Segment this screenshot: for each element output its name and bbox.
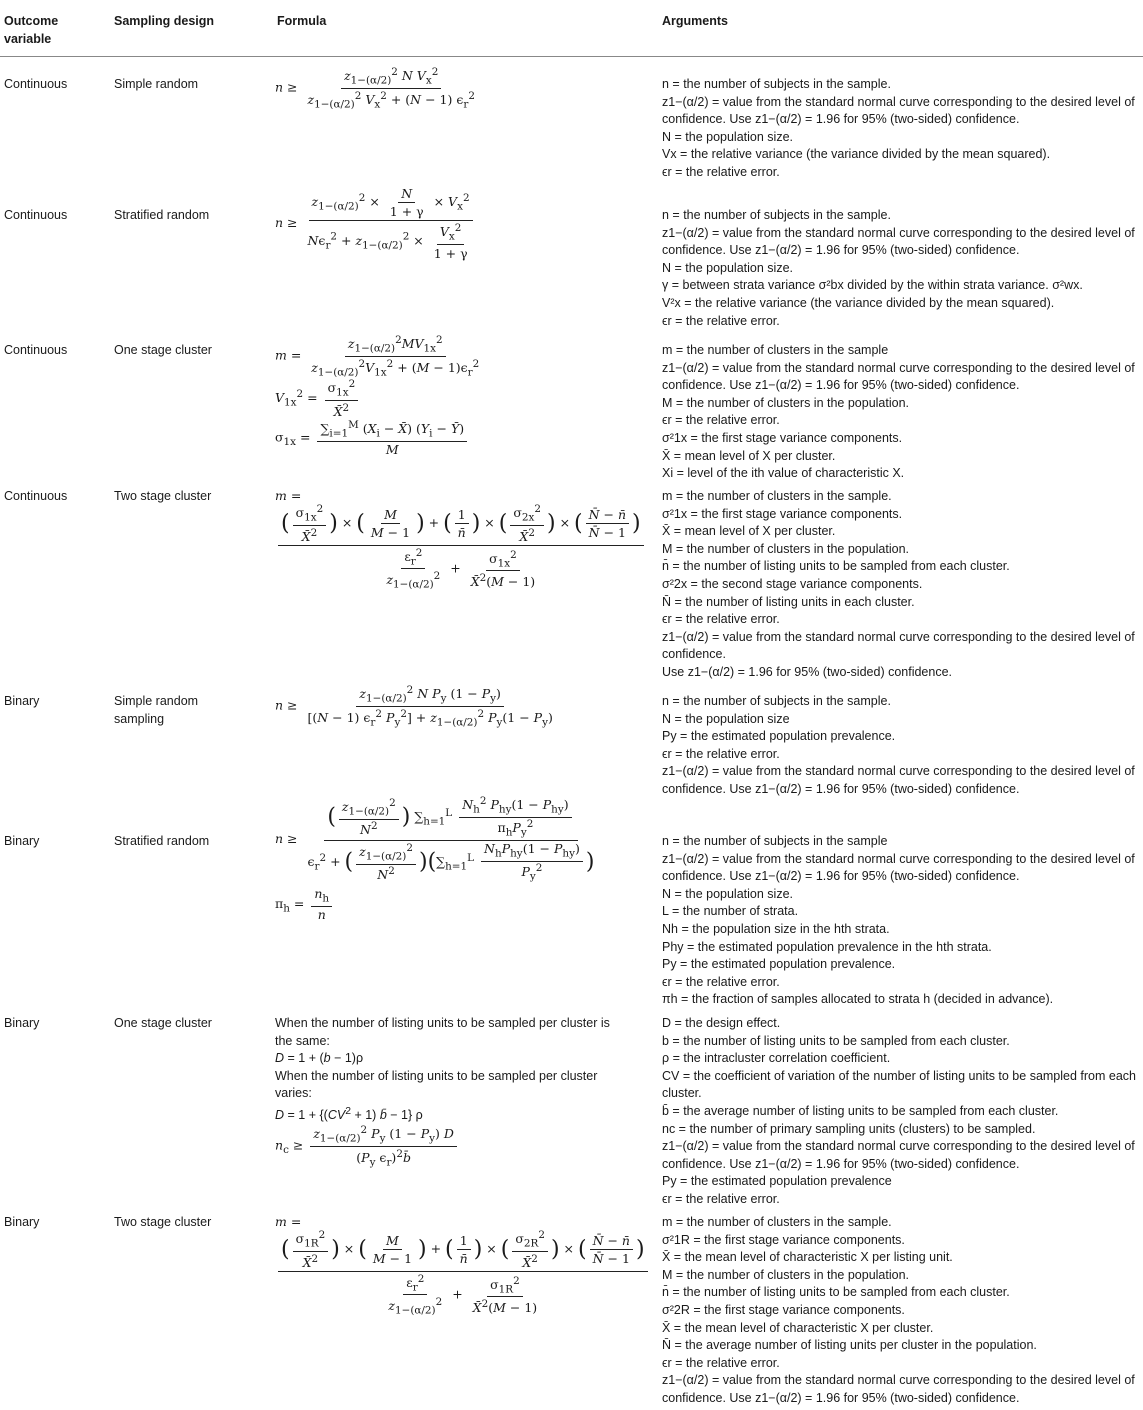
arg-line: D = the design effect. bbox=[662, 1016, 781, 1030]
arg-line: CV = the coefficient of variation of the number of listing units to be sampled from each cluster. bbox=[662, 1068, 1136, 1101]
arg-line: σ²2R = the first stage variance components. bbox=[662, 1302, 905, 1317]
arg-line: ϵr = the relative error. bbox=[662, 974, 780, 989]
row-5-outcome: Binary bbox=[4, 694, 40, 708]
arg-line: nc = the number of primary sampling units (clusters) to be sampled. bbox=[662, 1121, 1036, 1136]
formula-binary-one-stage: When the number of listing units to be sampled per cluster is the same: D = 1 + (b − 1)ρ When the number of listing units to be sampled per cluster varies: $D = 1 + \{(CV^2 + 1)$ b̄ − 1} ρ $n_c$ ≥ $\frac{z_{1-(\alpha/2)}^2 P_y (1 - P_y) D}{(P_y \epsilon_r)^2b̄}$ bbox=[275, 1015, 625, 1168]
row-2-outcome: Continuous bbox=[4, 208, 68, 222]
header-arguments: Arguments bbox=[662, 14, 728, 28]
arg-line: m = the number of clusters in the sample. bbox=[662, 1215, 892, 1229]
arg-line: ϵr = the relative error. bbox=[662, 746, 780, 761]
arg-line: N̄ = the average number of listing units per cluster in the population. bbox=[662, 1338, 1037, 1353]
arg-line: Py = the estimated population prevalence bbox=[662, 1174, 892, 1189]
arg-line: ϵr = the relative error. bbox=[662, 1191, 780, 1206]
arg-line: n = the number of subjects in the sample bbox=[662, 834, 888, 848]
row-3-outcome: Continuous bbox=[4, 343, 68, 357]
arg-line: n = the number of subjects in the sample. bbox=[662, 694, 891, 708]
row-1-arguments bbox=[662, 76, 1140, 182]
arg-line: Phy = the estimated population prevalence in the hth strata. bbox=[662, 939, 992, 954]
header-formula: Formula bbox=[277, 14, 327, 28]
arg-line: b̄ = the average number of listing units to be sampled from each cluster. bbox=[662, 1103, 1059, 1118]
arg-line: ρ = the intracluster correlation coefficient. bbox=[662, 1051, 891, 1066]
arg-line: σ²2x = the second stage variance components. bbox=[662, 576, 923, 591]
row-8-arguments bbox=[662, 1214, 1140, 1408]
row-4-outcome: Continuous bbox=[4, 489, 68, 503]
row-4-arguments bbox=[662, 488, 1140, 682]
arg-line: σ²1x = the first stage variance components. bbox=[662, 430, 903, 445]
arg-line: M = the number of clusters in the population. bbox=[662, 1267, 910, 1282]
arg-line: z1−(α/2) = value from the standard normal curve corresponding to the desired level of confidence. Use z1−(α/2) = 1.96 for 95% (two-sided) confidence. bbox=[662, 1139, 1135, 1171]
arg-line: n̄ = the number of listing units to be sampled from each cluster. bbox=[662, 1285, 1010, 1300]
arg-line: z1−(α/2) = value from the standard normal curve corresponding to the desired level of confidence. Use z1−(α/2) = 1.96 for 95% (two-sided) confidence. bbox=[662, 764, 1135, 796]
arg-line: Nh = the population size in the hth strata. bbox=[662, 921, 890, 936]
arg-line: z1−(α/2) = value from the standard normal curve corresponding to the desired level of confidence. Use z1−(α/2) = 1.96 for 95% (two-sided) confidence. bbox=[662, 94, 1135, 127]
arg-line: Py = the estimated population prevalence. bbox=[662, 957, 896, 972]
row-3-arguments bbox=[662, 342, 1140, 483]
arg-line: N = the population size bbox=[662, 711, 790, 726]
arg-line: M = the number of clusters in the population. bbox=[662, 395, 910, 410]
arg-line: X̄ = the mean level of characteristic X per cluster. bbox=[662, 1320, 934, 1335]
row-1-design: Simple random bbox=[114, 77, 199, 91]
arg-line: X̄ = mean level of X per cluster. bbox=[662, 448, 836, 463]
arg-line: n̄ = the number of listing units to be sampled from each cluster. bbox=[662, 559, 1010, 574]
row-7-outcome: Binary bbox=[4, 1016, 40, 1030]
arg-line: V²x = the relative variance (the variance divided by the mean squared). bbox=[662, 295, 1055, 310]
row-5-design: Simple random sampling bbox=[114, 694, 199, 726]
table-header bbox=[0, 0, 1143, 57]
row-8-outcome: Binary bbox=[4, 1215, 40, 1229]
arg-line: N = the population size. bbox=[662, 886, 793, 901]
arg-line: Vx = the relative variance (the variance divided by the mean squared). bbox=[662, 147, 1051, 162]
arg-line: z1−(α/2) = value from the standard normal curve corresponding to the desired level of confidence. Use z1−(α/2) = 1.96 for 95% (two-sided) confidence. bbox=[662, 225, 1135, 258]
arg-line: X̄ = mean level of X per cluster. bbox=[662, 524, 836, 539]
arg-line: X̄ = the mean level of characteristic X per listing unit. bbox=[662, 1250, 953, 1265]
row-2-arguments bbox=[662, 207, 1140, 330]
arg-line: σ²1R = the first stage variance components. bbox=[662, 1232, 905, 1247]
arg-line: N = the population size. bbox=[662, 129, 793, 144]
formula-continuous-stratified: n ≥ $z_{1-(\alpha/2)}^2$ × $\frac{N}{1 + \gamma}$ × $V_x^2$ $N\epsilon_r^2 + z_{1-(\alpha/2)}^2$ × $\frac{V_x^2}{1 + \gamma}$ bbox=[275, 186, 480, 261]
formula-continuous-simple: n ≥ $\frac{z_{1-(\alpha/2)}^2 N V_x^2}{z_{1-(\alpha/2)}^2 V_x^2 + (N - 1) \epsilon_r^2}$ bbox=[275, 66, 475, 111]
arg-line: z1−(α/2) = value from the standard normal curve corresponding to the desired level of confidence. Use z1−(α/2) = 1.96 for 95% (two-sided) confidence. bbox=[662, 1373, 1135, 1405]
arg-line: ϵr = the relative error. bbox=[662, 1355, 780, 1370]
arg-line: m = the number of clusters in the sample bbox=[662, 343, 889, 357]
header-outcome: Outcome variable bbox=[4, 14, 59, 46]
arg-line: N = the population size. bbox=[662, 260, 793, 275]
formula-binary-simple: n ≥ $\frac{z_{1-(\alpha/2)}^2 N P_y (1 - P_y)}{[(N - 1) \epsilon_r^2 P_y^2] + z_{1-(\alpha/2)}^2 P_y(1 - P_y)}$ bbox=[275, 684, 553, 729]
formula-binary-two-stage: m = ( $\frac{\sigma_{1R}^2}{X̄^2}$ ) × ( $\frac{M}{M - 1}$ ) + ( $\frac{1}{n̄}$ ) × ( $\frac{\sigma_{2R}^2}{X̄^2}$ ) × ( $\frac{N̄ - n̄}{N̄ - 1}$ ) $\frac{\varepsilon_r^2}{z_{1-(\alpha/2)}^2}$ + $\frac{\sigma_{1R}^2}{X̄^2(M - 1)}$ bbox=[275, 1214, 651, 1317]
arg-line: ϵr = the relative error. bbox=[662, 612, 780, 627]
row-1-outcome: Continuous bbox=[4, 77, 68, 91]
arg-line: Use z1−(α/2) = 1.96 for 95% (two-sided) confidence. bbox=[662, 664, 953, 679]
formula-note-varies: When the number of listing units to be sampled per cluster varies: bbox=[275, 1068, 598, 1100]
arg-line: b = the number of listing units to be sampled from each cluster. bbox=[662, 1033, 1010, 1048]
arg-line: ϵr = the relative error. bbox=[662, 413, 780, 428]
row-8-design: Two stage cluster bbox=[114, 1215, 212, 1229]
row-6-arguments bbox=[662, 833, 1140, 1009]
row-7-design: One stage cluster bbox=[114, 1016, 212, 1030]
arg-line: z1−(α/2) = value from the standard normal curve corresponding to the desired level of confidence. Use z1−(α/2) = 1.96 for 95% (two-sided) confidence. bbox=[662, 360, 1135, 393]
row-6-design: Stratified random bbox=[114, 834, 210, 848]
row-2-design: Stratified random bbox=[114, 208, 210, 222]
arg-line: M = the number of clusters in the population. bbox=[662, 541, 910, 556]
formula-continuous-two-stage: m = ( $\frac{\sigma_{1x}^2}{X̄^2}$ ) × ( $\frac{M}{M - 1}$ ) + ( $\frac{1}{n̄}$ ) × ( $\frac{\sigma_{2x}^2}{X̄^2}$ ) × ( $\frac{N̄ - n̄}{N̄ - 1}$ ) $\frac{\varepsilon_r^2}{z_{1-(\alpha/2)}^2}$ + $\frac{\sigma_{1x}^2}{X̄^2(M - 1)}$ bbox=[275, 488, 647, 591]
arg-line: ϵr = the relative error. bbox=[662, 313, 780, 328]
header-design: Sampling design bbox=[114, 14, 215, 28]
arg-line: L = the number of strata. bbox=[662, 904, 799, 919]
arg-line: γ = between strata variance σ²bx divided by the within strata variance. σ²wx. bbox=[662, 278, 1083, 293]
formula-note-same: When the number of listing units to be sampled per cluster is the same: bbox=[275, 1016, 610, 1048]
arg-line: Xi = level of the ith value of characteristic X. bbox=[662, 466, 905, 481]
arg-line: n = the number of subjects in the sample. bbox=[662, 77, 891, 91]
arg-line: Py = the estimated population prevalence. bbox=[662, 729, 896, 744]
arg-line: m = the number of clusters in the sample. bbox=[662, 489, 892, 503]
arg-line: N̄ = the number of listing units in each cluster. bbox=[662, 594, 915, 609]
row-3-design: One stage cluster bbox=[114, 343, 212, 357]
formula-binary-stratified: n ≥ ( $\frac{z_{1-(\alpha/2)}^2}{N^2}$ ) $\sum_{h=1}^L$ $\frac{N_h^2 P_{hy}(1 - P_{hy})}{\pi_hP_y^2}$ $\epsilon_r^2$ + ( $\frac{z_{1-(\alpha/2)}^2}{N^2}$ )($\sum_{h=1}^L$ $\frac{N_hP_{hy}(1 - P_{hy})}{P_y^2}$ ) $\pi_h$ = $\frac{n_h}{n}$ bbox=[275, 795, 595, 923]
arg-line: ϵr = the relative error. bbox=[662, 164, 780, 179]
arg-line: πh = the fraction of samples allocated to strata h (decided in advance). bbox=[662, 992, 1054, 1007]
arg-line: σ²1x = the first stage variance components. bbox=[662, 506, 903, 521]
row-6-outcome: Binary bbox=[4, 834, 40, 848]
arg-line: z1−(α/2) = value from the standard normal curve corresponding to the desired level of confidence. bbox=[662, 629, 1135, 662]
row-4-design: Two stage cluster bbox=[114, 489, 212, 503]
row-5-arguments bbox=[662, 693, 1140, 799]
arg-line: n = the number of subjects in the sample. bbox=[662, 208, 891, 222]
row-7-arguments bbox=[662, 1015, 1140, 1209]
formula-continuous-one-stage: m = $\frac{z_{1-(\alpha/2)}^2MV_{1x}^2}{z_{1-(\alpha/2)}^2V_{1x}^2 + (M - 1)\epsilon_r^2}$ $V_{1x}^2$ = $\frac{\sigma_{1x}^2}{X̄^2}$ $\sigma_{1x}$ = $\frac{\sum_{i=1}^M (X_i - X̄) (Y_i - Ȳ)}{M}$ bbox=[275, 334, 480, 458]
arg-line: z1−(α/2) = value from the standard normal curve corresponding to the desired level of confidence. Use z1−(α/2) = 1.96 for 95% (two-sided) confidence. bbox=[662, 851, 1135, 884]
